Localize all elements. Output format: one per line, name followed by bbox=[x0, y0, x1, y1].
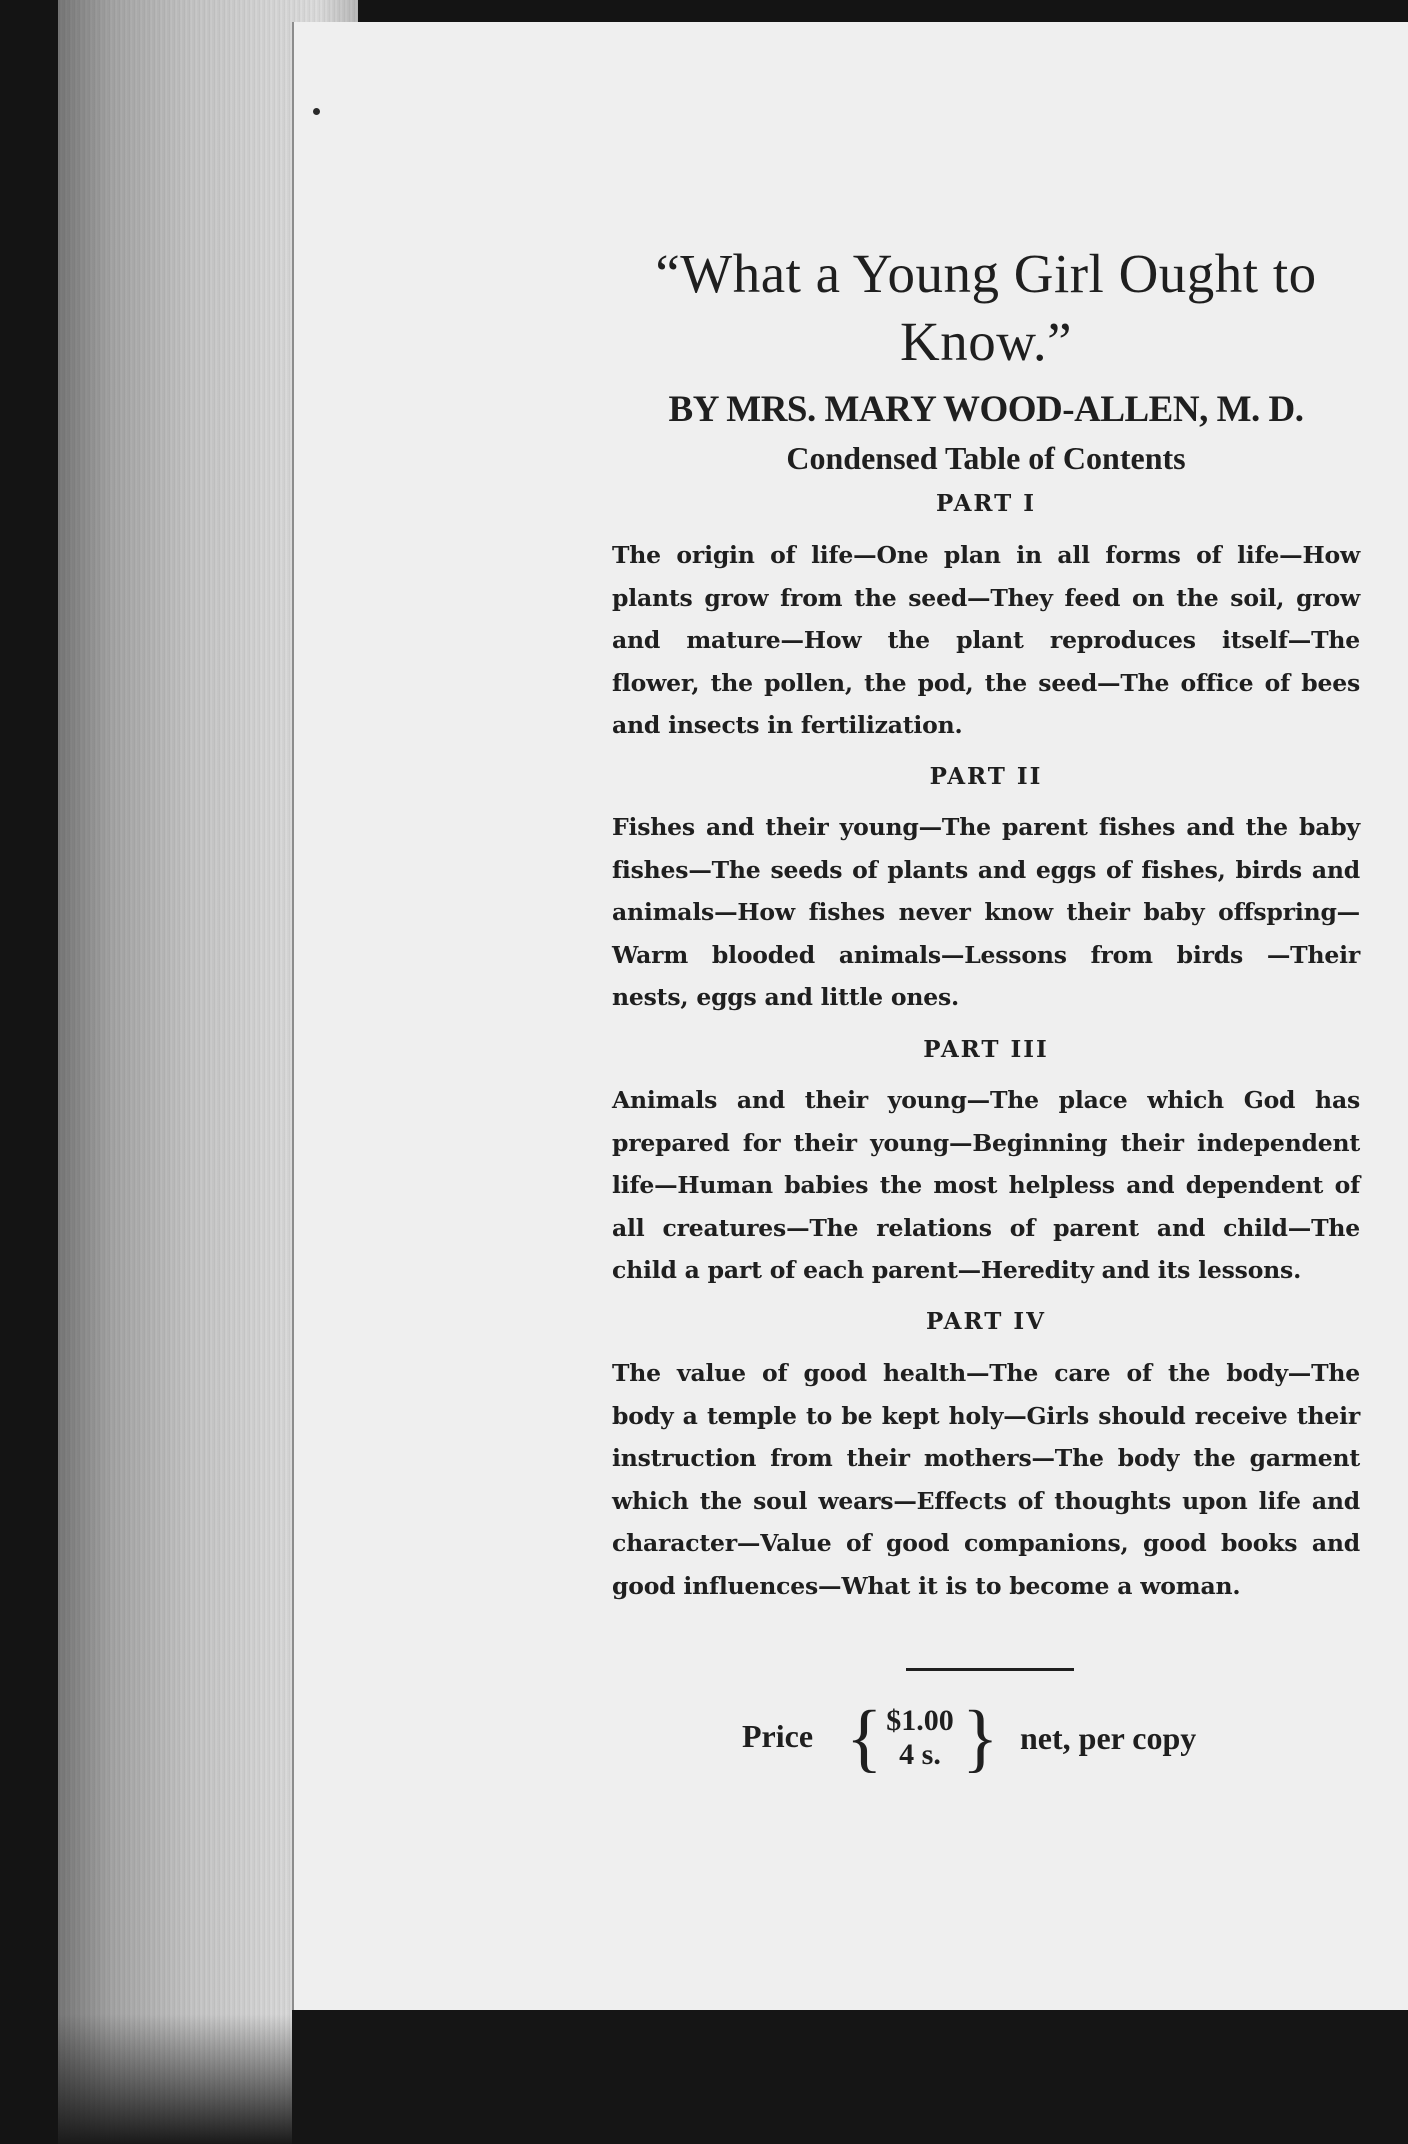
right-brace: } bbox=[962, 1696, 999, 1780]
part-1-text: The origin of life—One plan in all forms of life—How plants grow from the seed—They feed on the soil, grow and mature—How the plant reproduces itself—The flower, the pollen, the pod, the seed—The office of bees and insects in fertilization. bbox=[612, 541, 1360, 739]
part-3-heading: PART III bbox=[923, 1036, 1049, 1063]
part-3-text: Animals and their young—The place which God has prepared for their young—Beginning their independent life—Human babies the most helpless and dependent of all creatures—The relations of parent and child—The child a part of each parent—Heredity and its lessons. bbox=[612, 1086, 1360, 1284]
price-amounts bbox=[880, 1704, 960, 1772]
price-usd: $1.00 bbox=[886, 1704, 954, 1737]
page-bottom-shadow bbox=[292, 2010, 1408, 2144]
title-line-2: Know.” bbox=[899, 311, 1073, 372]
book-title bbox=[612, 240, 1360, 376]
ink-speck bbox=[313, 108, 320, 115]
part-1-heading: PART I bbox=[935, 490, 1037, 517]
left-brace: { bbox=[846, 1696, 883, 1780]
part-2-text: Fishes and their young—The parent fishes and the baby fishes—The seeds of plants and eggs of fishes, birds and animals—How fishes never know their baby offspring—Warm blooded animals—Lessons from birds —Their nests, eggs and little ones. bbox=[612, 813, 1360, 1011]
title-line-1: “What a Young Girl Ought to bbox=[655, 243, 1317, 304]
price-block bbox=[612, 1698, 1360, 1798]
price-suffix: net, per copy bbox=[1020, 1720, 1197, 1756]
author-line: BY MRS. MARY WOOD-ALLEN, M. D. bbox=[668, 389, 1304, 430]
part-4-heading: PART IV bbox=[926, 1308, 1046, 1335]
price-gbp: 4 s. bbox=[899, 1738, 941, 1771]
part-2-heading: PART II bbox=[929, 763, 1043, 790]
price-label: Price bbox=[742, 1718, 814, 1754]
contents-subtitle: Condensed Table of Contents bbox=[786, 440, 1186, 476]
divider-rule bbox=[906, 1668, 1074, 1671]
part-4-text: The value of good health—The care of the body—The body a temple to be kept holy—Girls should receive their instruction from their mothers—The body the garment which the soul wears—Effects of thoughts upon life and character—Value of good companions, good books and good influences—What it is to become a woman. bbox=[612, 1359, 1360, 1600]
